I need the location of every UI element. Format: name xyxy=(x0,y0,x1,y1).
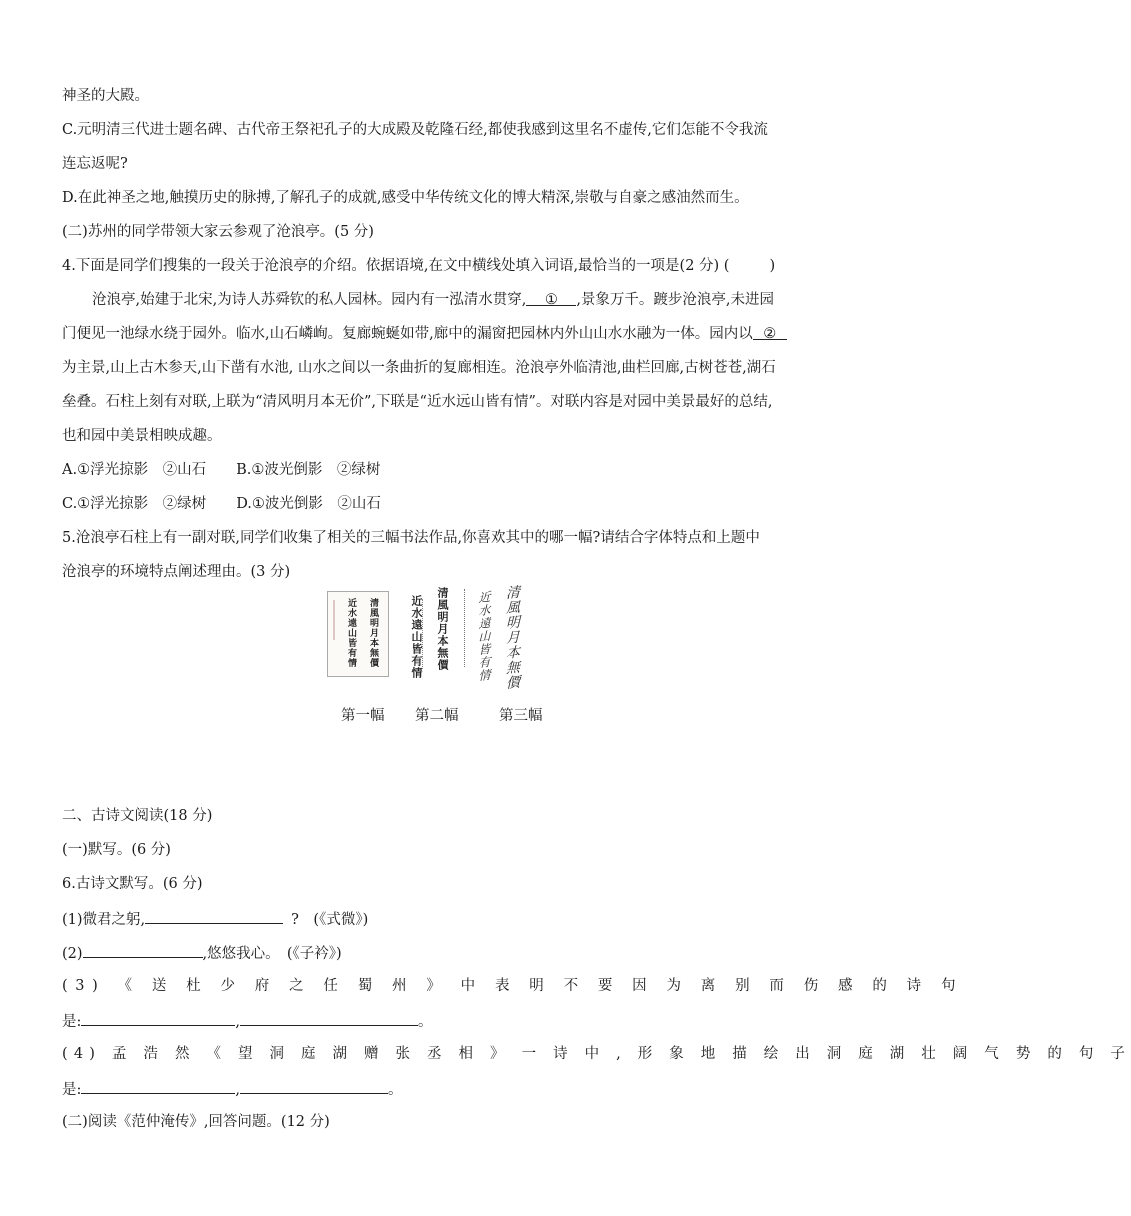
caption-1: 第一幅 xyxy=(341,708,385,724)
text-line: 神圣的大殿。 xyxy=(62,88,149,104)
couplet-lower: 近水遠山皆有情 xyxy=(346,598,356,668)
seal-mark xyxy=(333,600,335,640)
section-heading: (二)苏州的同学带领大家云参观了沧浪亭。(5 分) xyxy=(62,224,374,240)
couplet-upper: 清風明月本無價 xyxy=(436,587,449,671)
options-row xyxy=(62,460,380,480)
text-line: 连忘返呢? xyxy=(62,156,128,172)
inscription-mark xyxy=(464,589,468,667)
dictation-3: (3) 《 送 杜 少 府 之 任 蜀 州 》 中 表 明 不 要 因 为 离 别 而 伤 感 的 诗 句 xyxy=(62,978,964,994)
blank-1: ① xyxy=(526,290,576,306)
figure-captions xyxy=(341,706,571,726)
option-d: D.①波光倒影 ②山石 xyxy=(236,496,381,512)
question-5: 5.沧浪亭石柱上有一副对联,同学们收集了相关的三幅书法作品,你喜欢其中的哪一幅?请结合字体特点和上题中 xyxy=(62,530,760,546)
dictation-3-answer: 是: , 。 xyxy=(62,1010,433,1032)
answer-blank[interactable] xyxy=(83,942,203,958)
calligraphy-work-1 xyxy=(327,591,389,677)
option-a: A.①浮光掠影 ②山石 xyxy=(62,462,207,478)
option-d: D.在此神圣之地,触摸历史的脉搏,了解孔子的成就,感受中华传统文化的博大精深,崇敬与自豪之感油然而生。 xyxy=(62,190,749,206)
caption-3: 第三幅 xyxy=(499,708,543,724)
answer-blank[interactable] xyxy=(81,1010,235,1026)
dictation-1: (1)微君之躬, ? (《式微》) xyxy=(62,908,368,930)
option-c: C.①浮光掠影 ②绿树 xyxy=(62,496,207,512)
couplet-lower: 近水遠山皆有情 xyxy=(410,595,423,679)
couplet-lower: 近水遠山皆有情 xyxy=(477,590,491,684)
passage-line: 门便见一池绿水绕于园外。临水,山石嶙峋。复廊蜿蜒如带,廊中的漏窗把园林内外山山水水融为一体。园内以 ② xyxy=(62,324,787,344)
subsection-heading: (二)阅读《范仲淹传》,回答问题。(12 分) xyxy=(62,1114,330,1130)
answer-blank[interactable] xyxy=(240,1078,388,1094)
couplet-upper: 清風明月本無價 xyxy=(504,584,520,691)
dictation-4-answer: 是: , 。 xyxy=(62,1078,403,1100)
passage-line: 垒叠。石柱上刻有对联,上联为“清风明月本无价”,下联是“近水远山皆有情”。对联内容是对园中美景最好的总结, xyxy=(62,394,773,410)
subsection-heading: (一)默写。(6 分) xyxy=(62,842,171,858)
couplet-upper: 清風明月本無價 xyxy=(368,598,378,668)
calligraphy-figure xyxy=(322,585,552,695)
answer-blank[interactable] xyxy=(145,908,283,924)
caption-2: 第二幅 xyxy=(415,708,459,724)
option-c: C.元明清三代进士题名碑、古代帝王祭祀孔子的大成殿及乾隆石经,都使我感到这里名不虚传,它们怎能不令我流 xyxy=(62,122,768,138)
question-6: 6.古诗文默写。(6 分) xyxy=(62,876,203,892)
question-5-cont: 沧浪亭的环境特点阐述理由。(3 分) xyxy=(62,564,291,580)
passage-line: 沧浪亭,始建于北宋,为诗人苏舜钦的私人园林。园内有一泓清水贯穿, ① ,景象万千。踱步沧浪亭,未进园 xyxy=(92,292,775,308)
question-4: 4.下面是同学们搜集的一段关于沧浪亭的介绍。依据语境,在文中横线处填入词语,最恰当的一项是(2 分) ( ) xyxy=(62,258,776,274)
answer-blank[interactable] xyxy=(240,1010,418,1026)
passage-line: 也和园中美景相映成趣。 xyxy=(62,428,222,444)
answer-blank[interactable] xyxy=(81,1078,235,1094)
passage-line: 为主景,山上古木参天,山下凿有水池, 山水之间以一条曲折的复廊相连。沧浪亭外临清池,曲栏回廊,古树苍苍,湖石 xyxy=(62,360,776,376)
blank-2: ② xyxy=(753,324,787,340)
dictation-4: (4) 孟 浩 然 《 望 洞 庭 湖 赠 张 丞 相 》 一 诗 中 , 形 象 地 描 绘 出 洞 庭 湖 壮 阔 气 势 的 句 子 xyxy=(62,1046,1131,1062)
section-heading: 二、古诗文阅读(18 分) xyxy=(62,808,213,824)
dictation-2: (2) ,悠悠我心。 (《子衿》) xyxy=(62,942,342,964)
options-row xyxy=(62,494,381,514)
option-b: B.①波光倒影 ②绿树 xyxy=(236,462,381,478)
inscription-mark xyxy=(422,599,427,669)
